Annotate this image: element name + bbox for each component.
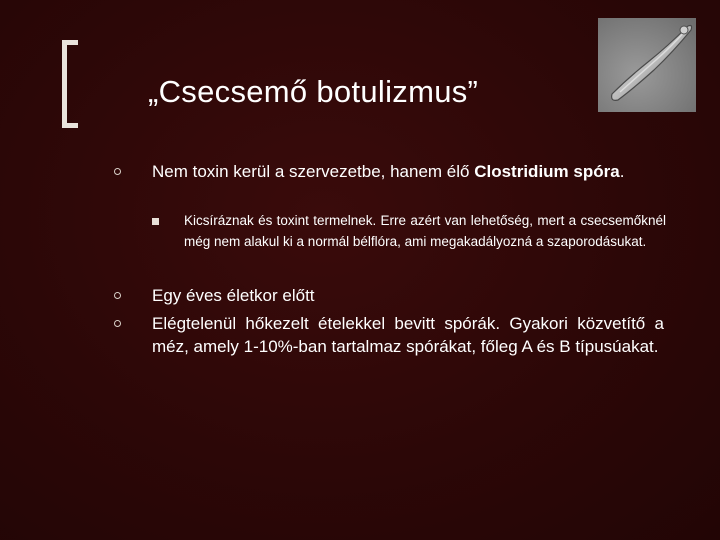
bullet-1-end-text: . [619,162,625,181]
sub-bullet-item-1: Kicsíráznak és toxint termelnek. Erre azért van lehetőség, mert a csecsemőknél még nem alakul ki a normál bélflóra, ami megakadályozná a szaporodásukat. [184,213,666,249]
hollow-circle-bullet-icon [114,320,121,327]
bacterium-micrograph-icon [598,18,696,112]
slide-title: „Csecsemő botulizmus” [148,74,479,109]
hollow-circle-bullet-icon [114,168,121,175]
bacterium-micrograph-image [598,18,696,112]
bullet-1-text: Nem toxin kerül a szervezetbe, hanem élő [152,162,475,181]
square-bullet-icon [152,218,159,225]
hollow-circle-bullet-icon [114,292,121,299]
bullet-item-3: Elégtelenül hőkezelt ételekkel bevitt spórák. Gyakori közvetítő a méz, amely 1-10%-ban tartalmaz spórákat, főleg A és B típusúakat. [152,314,664,356]
title-bracket-decoration [62,40,78,128]
bullet-item-1 [152,160,664,183]
bullet-item-2: Egy éves életkor előtt [152,286,315,305]
bullet-1-bold-text: Clostridium spóra [474,162,620,181]
